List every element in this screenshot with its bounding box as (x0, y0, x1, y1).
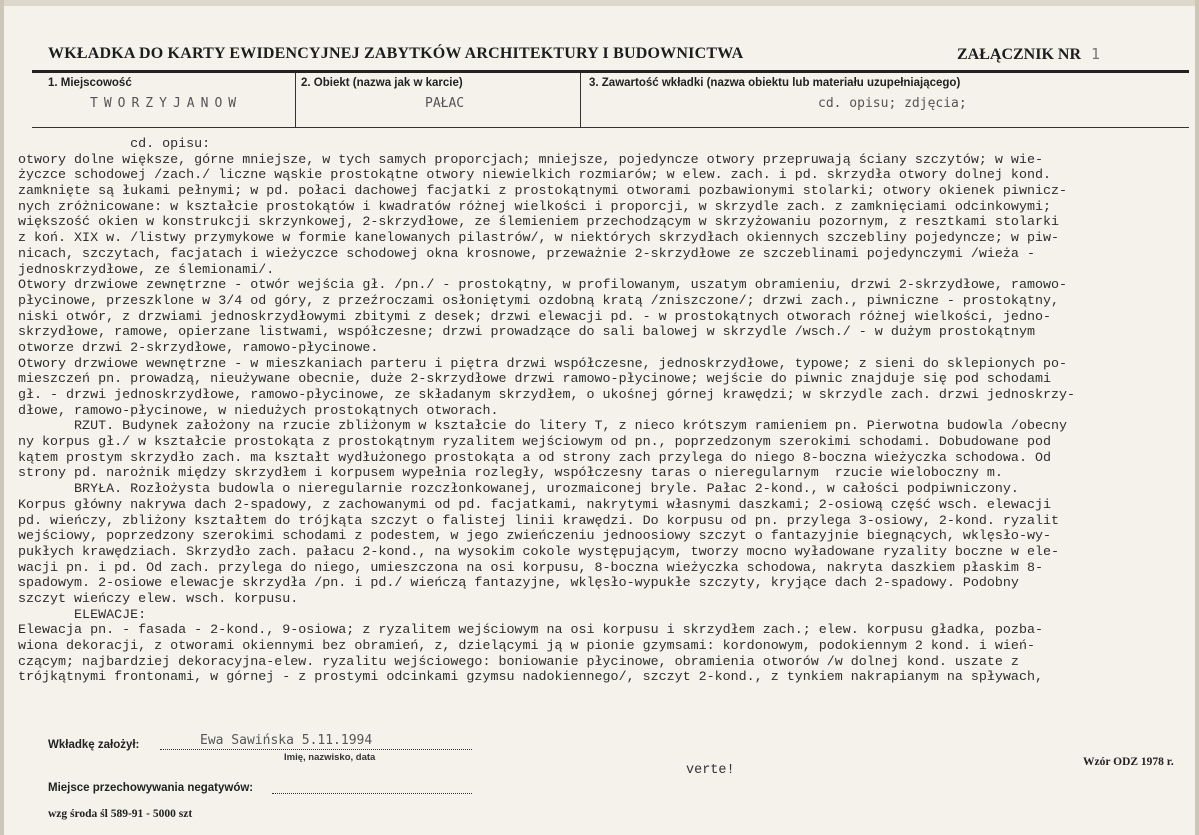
text-line: cd. opisu: (18, 137, 211, 152)
text-line: wacji pn. i pd. Od zach. przylega do niego, umieszczona na osi korpusu, 8-boczna wieżyczka schodowa, nakryta daszkiem płaskim 8- (18, 560, 1043, 576)
text-line: Otwory drzwiowe wewnętrzne - w mieszkaniach parteru i piętra drzwi współczesne, jednoskrzydłowe, typowe; z sieni do sklepionych po- (18, 356, 1067, 372)
text-line: Otwory drzwiowe zewnętrzne - otwór wejścia gł. /pn./ - prostokątny, w profilowanym, uszatym obramieniu, drzwi 2-skrzydłowe, ramowo- (18, 278, 1067, 294)
text-line: Korpus główny nakrywa dach 2-spadowy, z zachowanymi od pd. facjatkami, nakrytymi własnymi daszkami; 2-osiową część wsch. elewacji (18, 497, 1051, 513)
text-line: otwory dolne większe, górne mniejsze, w tych samych proporcjach; mniejsze, pojedyncze otwory przepruwają ściany szczytów; w wie- (18, 152, 1043, 168)
text-line: nych zróżnicowane: w kształcie prostokątów i kwadratów różnej wielkości i proporcji, w skrzydle zach. z zamknięciami odcinkowymi; (18, 199, 1051, 215)
text-line: większość okien w konstrukcji skrzynkowej, 2-skrzydłowe, ze ślemieniem przechodzącym w skrzyżowaniu pozornym, z resztkami stolarki (18, 215, 1059, 231)
form-title: WKŁADKA DO KARTY EWIDENCYJNEJ ZABYTKÓW ARCHITEKTURY I BUDOWNICTWA (48, 45, 744, 62)
text-line: pd. wieńczy, zbliżony kształtem do trójkąta szczyt o falistej linii krawędzi. Do korpusu od pn. przylega 3-osiowy, 2-kond. ryzalit (18, 513, 1059, 529)
text-line: skrzydłowe, ramowe, opierzane listwami, współczesne; drzwi prowadzące do sali balowej w skrzydle /wsch./ - w dużym prostokątnym (18, 325, 1035, 341)
scan-edge-right (1195, 0, 1199, 835)
annex-label-text: ZAŁĄCZNIK NR (957, 46, 1082, 63)
content-label: 3. Zawartość wkładki (nazwa obiektu lub materiału uzupełniającego) (589, 77, 961, 89)
text-line: życzce schodowej /zach./ liczne wąskie prostokątne otwory niewielkich rozmiarów; w elew. zach. i pd. skrzydła otwory dolnej kond. (18, 168, 1051, 184)
text-line: zamknięte są łukami pełnymi; w pd. połaci dachowej facjatki z prostokątnymi otworami pozbawionymi stolarki; otwory okienek piwnicz- (18, 184, 1067, 200)
text-line: nicach, szczytach, facjatach i wieżyczce schodowej okna krosnowe, przeważnie 2-skrzydłowe ze szczeblinami pojedynczymi /wieża - (18, 246, 1035, 262)
negatives-label: Miejsce przechowywania negatywów: (48, 782, 254, 794)
text-line: dłowe, ramowo-płycinowe, w niedużych prostokątnych otworach. (18, 403, 499, 419)
text-line: BRYŁA. Rozłożysta budowla o nieregularnie rozczłonkowanej, urozmaiconej bryle. Pałac 2-kond., w całości podpiwniczony. (18, 482, 1019, 498)
inserted-by-value: Ewa Sawińska 5.11.1994 (200, 733, 373, 748)
inserted-by-label: Wkładkę założył: (48, 739, 140, 751)
column-divider-2 (580, 73, 581, 127)
text-line: strony pd. narożnik między skrzydłem i korpusem wypełnia rozległy, współczesny taras o nieregularnym rzucie wieloboczny m. (18, 466, 1003, 482)
object-label: 2. Obiekt (nazwa jak w karcie) (301, 77, 463, 89)
scan-edge-top (0, 0, 1199, 6)
verte-note: verte! (686, 763, 735, 778)
annex-label (957, 45, 1100, 64)
text-line: wiona dekoracji, z otworami okiennymi bez obramień, z, dzielącymi ją w pionie gzymsami: kordonowym, podokiennym 2 kond. i wień- (18, 639, 1035, 654)
form-model: Wzór ODZ 1978 r. (1083, 756, 1174, 768)
text-line: RZUT. Budynek założony na rzucie zbliżonym w kształcie do litery T, z nieco krótszym ramieniem pn. Pierwotna budowla /obecny (18, 419, 1067, 435)
inserted-by-line (160, 749, 472, 750)
content-value: cd. opisu; zdjęcia; (818, 96, 967, 111)
text-line: szczyt wieńczy elew. wsch. korpusu. (18, 591, 299, 607)
text-line: pukłych krawędziach. Skrzydło zach. pałacu 2-kond., na wysokim cokole występującym, tworzy mocno wyładowane ryzality boczne w ele- (18, 544, 1059, 560)
description-text (18, 137, 1188, 686)
scan-edge-left (0, 0, 4, 835)
text-line: niski otwór, z drzwiami jednoskrzydłowymi zbitymi z desek; drzwi elewacji pd. - w prostokątnych otworach różnej wielkości, jedno- (18, 309, 1051, 325)
print-info: wzg środa śl 589-91 - 5000 szt (48, 808, 193, 820)
text-line: gł. - drzwi jednoskrzydłowe, ramowo-płycinowe, ze składanym skrzydłem, o ukośnej górnej krawędzi; w skrzydle zach. drzwi jednoskrzy- (18, 388, 1075, 403)
column-divider-1 (295, 73, 296, 127)
text-line: wejściowy, poprzedzony szerokimi schodami z podestem, w jego zwieńczeniu jednoosiowy szczyt o fantazyjnie biegnących, wklęsło-wy- (18, 529, 1051, 545)
text-line: ny korpus gł./ w kształcie prostokąta z prostokątnym ryzalitem wejściowym od pn., poprzedzonym szerokimi schodami. Dobudowane pod (18, 435, 1051, 451)
text-line: spadowym. 2-osiowe elewacje skrzydła /pn. i pd./ wieńczą fantazyjne, wklęsło-wypukłe szczyty, kryjące dach 2-spadowy. Podobny (18, 576, 1019, 592)
text-line: płycinowe, przeszklone w 3/4 od góry, z przeźroczami osłoniętymi ozdobną kratą /zniszczone/; drzwi zach., piwniczne - prostokątny, (18, 293, 1059, 309)
locality-value: TWORZYJANOW (90, 96, 243, 111)
header-rule-bottom (32, 127, 1189, 128)
object-value: PAŁAC (425, 96, 465, 111)
text-line: Elewacja pn. - fasada - 2-kond., 9-osiowa; z ryzalitem wejściowym na osi korpusu i skrzydłem zach.; elew. korpusu gładka, pozba- (18, 623, 1043, 639)
locality-label: 1. Miejscowość (48, 77, 132, 89)
text-line: czącym; najbardziej dekoracyjna-elew. ryzalitu wejściowego: boniowanie płycinowe, obramienia otworów /w dolnej kond. uszate z (18, 654, 1019, 670)
annex-number: 1 (1091, 45, 1101, 63)
text-line: mieszczeń pn. prowadzą, nieużywane obecnie, duże 2-skrzydłowe drzwi ramowo-płycinowe; wejście do piwnic znajduje się pod schodami (18, 372, 1051, 388)
negatives-line (272, 793, 472, 794)
text-line: trójkątnymi frontonami, w górnej - z prostymi odcinkami gzymsu nadokiennego/, szczyt 2-kond., z tynkiem nakrapianym na spływach, (18, 670, 1043, 686)
text-line: kątem prostym skrzydło zach. ma kształt wydłużonego prostokąta a od strony zach przylega do niego 8-boczna wieżyczka schodowa. Od (18, 450, 1051, 466)
text-line: z koń. XIX w. /listwy przymykowe w formie kanelowanych pilastrów/, w niektórych skrzydłach okiennych szczebliny pojedyncze; w piw- (18, 231, 1059, 247)
inserted-by-caption: Imię, nazwisko, data (284, 752, 376, 763)
text-line: otworze drzwi 2-skrzydłowe, ramowo-płycinowe. (18, 340, 379, 356)
text-line: ELEWACJE: (18, 607, 147, 623)
text-line: jednoskrzydłowe, ze ślemionami/. (18, 262, 275, 278)
header-rule-top (32, 70, 1189, 73)
